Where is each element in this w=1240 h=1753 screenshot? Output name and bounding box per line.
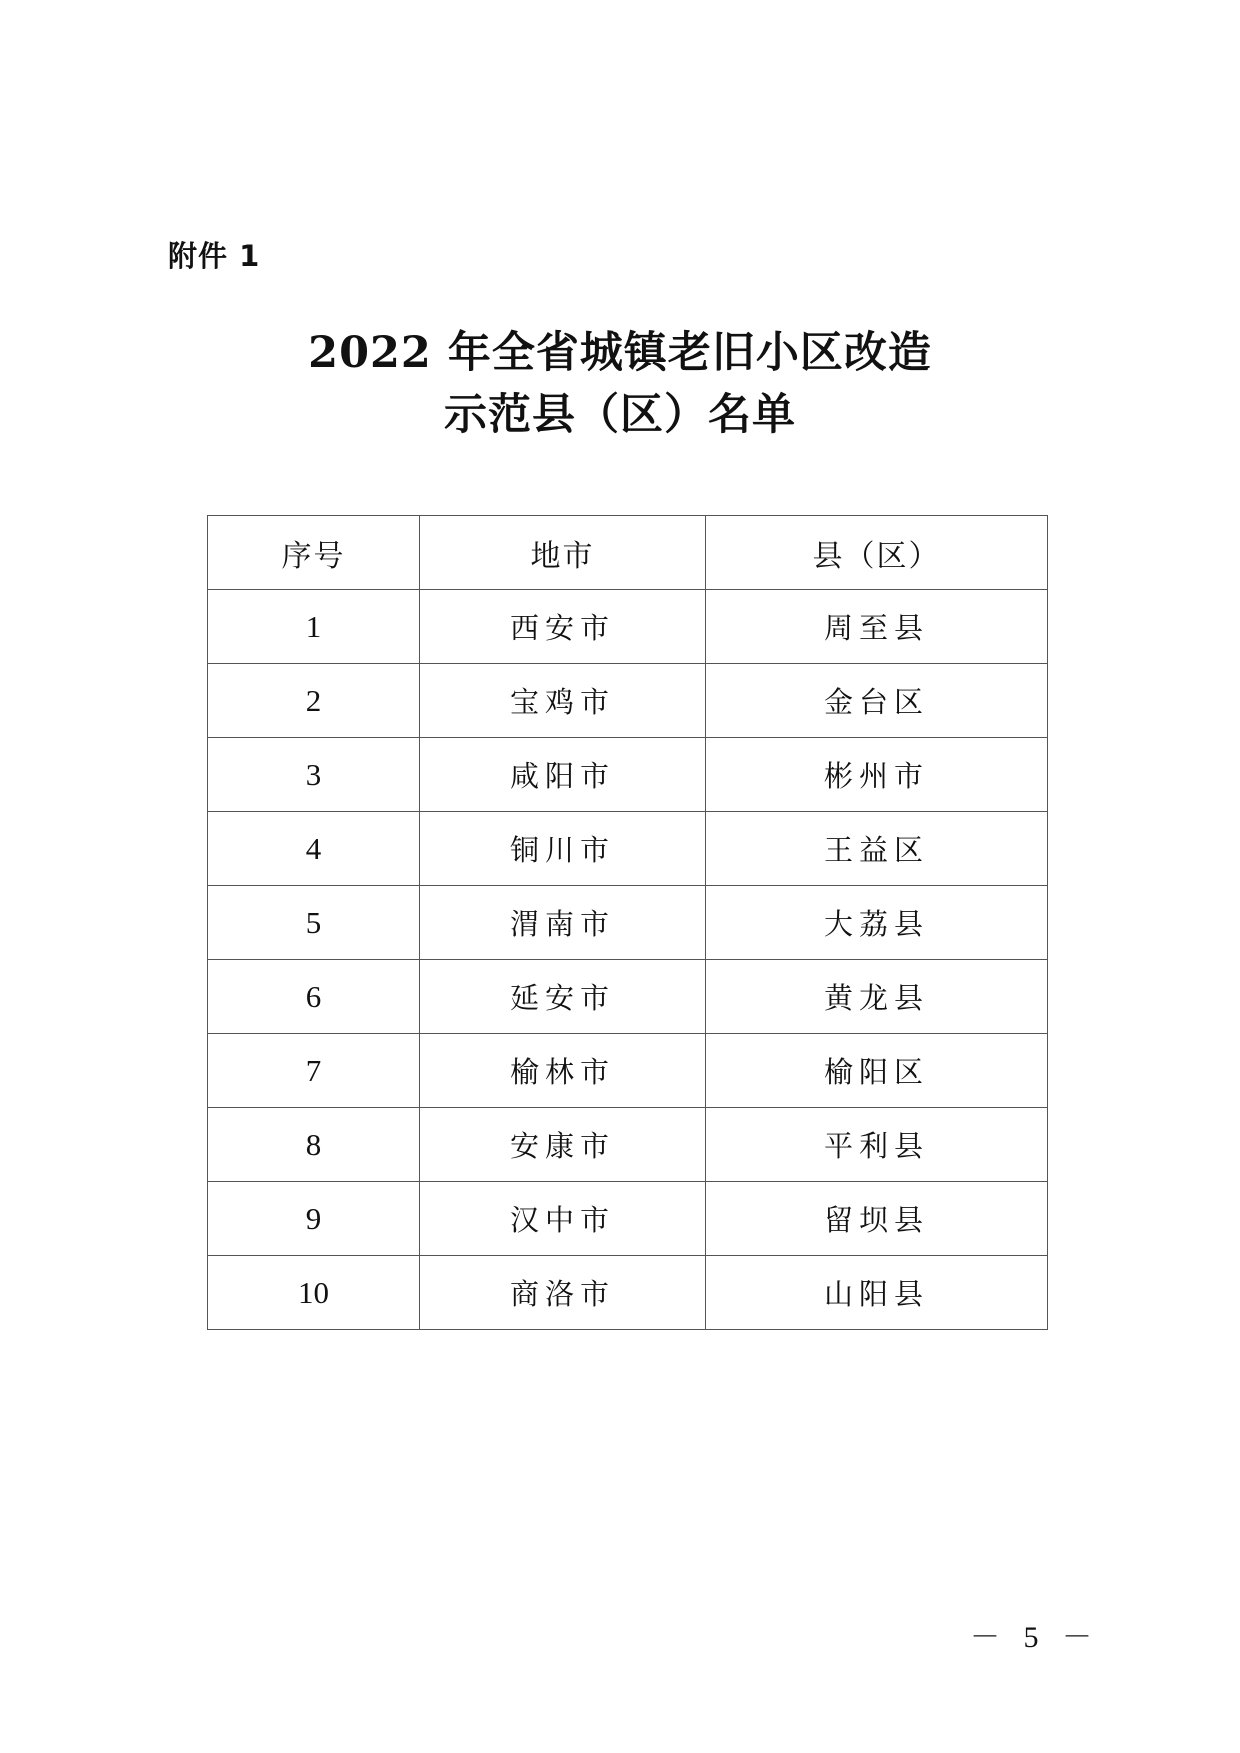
- row-number: 4: [208, 812, 420, 886]
- row-city: 延安市: [420, 960, 706, 1034]
- header-county-district: 县（区）: [706, 516, 1048, 590]
- table-row: [208, 1182, 1048, 1256]
- table-header-row: [208, 516, 1048, 590]
- row-county: 榆阳区: [706, 1034, 1048, 1108]
- row-city: 安康市: [420, 1108, 706, 1182]
- demonstration-county-table: [207, 515, 1048, 1330]
- table-row: [208, 738, 1048, 812]
- table-row: [208, 664, 1048, 738]
- row-city: 榆林市: [420, 1034, 706, 1108]
- row-number: 8: [208, 1108, 420, 1182]
- row-city: 渭南市: [420, 886, 706, 960]
- row-number: 1: [208, 590, 420, 664]
- attachment-label: 附件 1: [168, 239, 261, 273]
- page-number: － 5 －: [970, 1621, 1100, 1654]
- row-county: 留坝县: [706, 1182, 1048, 1256]
- row-city: 商洛市: [420, 1256, 706, 1330]
- row-city: 西安市: [420, 590, 706, 664]
- row-county: 平利县: [706, 1108, 1048, 1182]
- table-row: [208, 1034, 1048, 1108]
- table-row: [208, 590, 1048, 664]
- row-county: 大荔县: [706, 886, 1048, 960]
- row-city: 铜川市: [420, 812, 706, 886]
- title-line-2: 示范县（区）名单: [444, 390, 796, 440]
- row-county: 彬州市: [706, 738, 1048, 812]
- row-number: 9: [208, 1182, 420, 1256]
- row-number: 6: [208, 960, 420, 1034]
- table-row: [208, 960, 1048, 1034]
- row-number: 5: [208, 886, 420, 960]
- table-row: [208, 812, 1048, 886]
- table-row: [208, 1108, 1048, 1182]
- table-row: [208, 1256, 1048, 1330]
- row-county: 山阳县: [706, 1256, 1048, 1330]
- row-city: 咸阳市: [420, 738, 706, 812]
- header-serial-number: 序号: [208, 516, 420, 590]
- row-number: 3: [208, 738, 420, 812]
- row-county: 周至县: [706, 590, 1048, 664]
- row-county: 黄龙县: [706, 960, 1048, 1034]
- row-number: 7: [208, 1034, 420, 1108]
- header-city: 地市: [420, 516, 706, 590]
- row-county: 金台区: [706, 664, 1048, 738]
- table-row: [208, 886, 1048, 960]
- row-city: 汉中市: [420, 1182, 706, 1256]
- title-line-1: 2022 年全省城镇老旧小区改造: [308, 328, 932, 378]
- row-number: 10: [208, 1256, 420, 1330]
- row-number: 2: [208, 664, 420, 738]
- row-county: 王益区: [706, 812, 1048, 886]
- row-city: 宝鸡市: [420, 664, 706, 738]
- document-title: [0, 322, 1240, 446]
